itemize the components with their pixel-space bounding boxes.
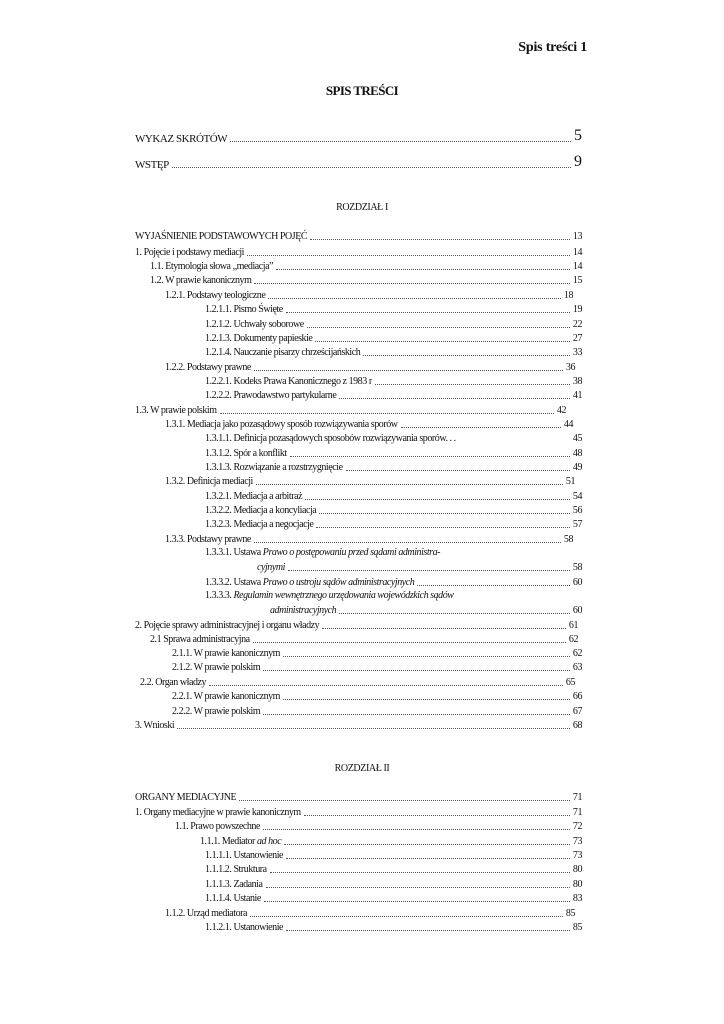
leader-dots [209, 685, 563, 686]
leader-dots [264, 901, 570, 902]
toc-entry[interactable] [172, 690, 582, 703]
toc-label: 1. Organy mediacyjne w prawie kanonicznym [135, 807, 301, 818]
toc-label [205, 577, 414, 589]
toc-entry[interactable] [200, 835, 582, 848]
toc-label: administracyjnych [270, 605, 337, 616]
toc-page: 49 [572, 462, 582, 473]
toc-page: 36 [565, 362, 575, 373]
toc-page: 51 [565, 476, 575, 487]
leader-dots [256, 484, 563, 485]
toc-entry[interactable] [172, 661, 582, 674]
leader-dots [310, 239, 570, 240]
toc-label: 1.1.1.2. Struktura [205, 864, 267, 875]
leader-dots [417, 585, 570, 586]
toc-page: 45 [572, 433, 582, 444]
toc-page: 13 [572, 231, 582, 242]
leader-dots [307, 327, 570, 328]
toc-entry-line1[interactable] [205, 547, 440, 559]
toc-page: 22 [572, 319, 582, 330]
toc-title: Regulamin wewnętrznego urzędowania wojewódzkich sądów [233, 590, 454, 601]
toc-label: 1.3.1.2. Spór a konflikt [205, 448, 287, 459]
toc-entry[interactable] [135, 791, 582, 804]
toc-label: 3. Wnioski [135, 720, 175, 731]
toc-label: 1.1.2. Urząd mediatora [165, 908, 248, 919]
toc-entry[interactable] [205, 921, 582, 934]
leader-dots [270, 872, 570, 873]
toc-page: 85 [565, 908, 575, 919]
toc-label: 1.2.2.2. Prawodawstwo partykularne [205, 390, 337, 401]
toc-page: 9 [574, 153, 582, 170]
toc-label: 1.1.1.1. Ustanowienie [205, 850, 284, 861]
toc-label: 2.1.2. W prawie polskim [172, 662, 261, 673]
toc-label: 2. Pojęcie sprawy administracyjnej i organu władzy [135, 620, 320, 631]
toc-label: 1.3.1.3. Rozwiązanie a rozstrzygnięcie [205, 462, 343, 473]
leader-dots [401, 427, 561, 428]
toc-entry[interactable] [135, 806, 582, 819]
toc-page: 44 [563, 419, 573, 430]
toc-entry[interactable] [205, 375, 582, 388]
toc-page: 14 [572, 247, 582, 258]
toc-page: 48 [572, 448, 582, 459]
toc-entry[interactable] [205, 318, 582, 331]
toc-label [200, 836, 281, 848]
toc-page: 58 [572, 562, 582, 573]
toc-entry[interactable] [205, 447, 582, 460]
toc-label: 2.2.2. W prawie polskim [172, 706, 261, 717]
toc-page: 72 [572, 821, 582, 832]
toc-page: 62 [568, 634, 578, 645]
toc-page: 63 [572, 662, 582, 673]
toc-entry[interactable] [140, 676, 575, 689]
toc-label: 1.2.1.2. Uchwały soborowe [205, 319, 304, 330]
leader-dots [254, 542, 561, 543]
toc-page: 80 [572, 879, 582, 890]
toc-label: 1.1.1.4. Ustanie [205, 893, 261, 904]
leader-dots [305, 499, 570, 500]
toc-page: 42 [556, 405, 566, 416]
toc-page: 71 [572, 792, 582, 803]
leader-dots [316, 527, 570, 528]
leader-dots [288, 570, 570, 571]
leader-dots [250, 916, 563, 917]
toc-entry[interactable] [172, 647, 582, 660]
toc-entry[interactable] [165, 907, 575, 920]
toc-entry[interactable] [165, 289, 573, 302]
toc-label: cyjnymi [257, 562, 285, 573]
leader-dots [268, 298, 561, 299]
toc-page: 57 [572, 519, 582, 530]
toc-label: 1.3.1.1. Definicja pozasądowych sposobów rozwiązywania sporów. . . [205, 433, 456, 444]
toc-page: 60 [572, 577, 582, 588]
toc-entry[interactable] [205, 332, 582, 345]
toc-label: 1.2.1.4. Nauczanie pisarzy chrześcijańskich [205, 347, 361, 358]
toc-entry[interactable] [205, 346, 582, 359]
toc-label: 1.3.2. Definicja mediacji [165, 476, 253, 487]
toc-label: 1.3.1. Mediacja jako pozasądowy sposób rozwiązywania sporów [165, 419, 398, 430]
toc-label: 2.1.1. W prawie kanonicznym [172, 648, 281, 659]
toc-entry[interactable] [150, 260, 582, 273]
toc-page: 62 [572, 648, 582, 659]
leader-dots [319, 513, 570, 514]
toc-label: 1.2.1.1. Pismo Święte [205, 304, 283, 315]
toc-page: 67 [572, 706, 582, 717]
leader-dots [346, 470, 570, 471]
toc-label: 1.1. Etymologia słowa „mediacja” [150, 261, 274, 272]
toc-title: ad hoc [256, 836, 282, 847]
toc-page: 61 [568, 620, 578, 631]
toc-page: 60 [572, 605, 582, 616]
toc-entry[interactable] [135, 127, 582, 145]
toc-label: 2.2.1. W prawie kanonicznym [172, 691, 281, 702]
leader-dots [322, 628, 566, 629]
chapter-heading: ROZDZIAŁ II [334, 763, 390, 774]
leader-dots [220, 413, 554, 414]
toc-entry[interactable] [165, 361, 575, 374]
toc-label: 1.1.1.3. Zadania [205, 879, 263, 890]
leader-dots [283, 699, 570, 700]
toc-label: 1. Pojęcie i podstawy mediacji [135, 247, 244, 258]
leader-dots [290, 456, 570, 457]
toc-entry[interactable] [205, 863, 582, 876]
toc-entry[interactable] [205, 849, 582, 862]
toc-label: 1.3.2.1. Mediacja a arbitraż [205, 491, 303, 502]
toc-entry[interactable] [205, 389, 582, 402]
toc-page: 14 [572, 261, 582, 272]
toc-page: 68 [572, 720, 582, 731]
leader-dots [172, 167, 571, 168]
leader-dots [263, 670, 570, 671]
toc-page: 58 [563, 534, 573, 545]
toc-page: 66 [572, 691, 582, 702]
running-header: Spis treści 1 [518, 40, 587, 55]
toc-label: 1.2.1.3. Dokumenty papieskie [205, 333, 313, 344]
toc-entry[interactable] [172, 705, 582, 718]
toc-label: 1.2.2.1. Kodeks Prawa Kanonicznego z 1983 r [205, 376, 372, 387]
toc-label: 1.3. W prawie polskim [135, 405, 217, 416]
toc-page: 71 [572, 807, 582, 818]
toc-number: 1.1.1. Mediator [200, 836, 257, 847]
toc-entry[interactable] [135, 230, 582, 243]
leader-dots [284, 844, 570, 845]
toc-page: 85 [572, 922, 582, 933]
toc-label: 1.3.3. Podstawy prawne [165, 534, 251, 545]
toc-entry[interactable] [135, 404, 566, 417]
leader-dots [283, 656, 570, 657]
toc-entry[interactable] [150, 274, 582, 287]
leader-dots [254, 370, 563, 371]
toc-title: Prawo o postępowaniu przed sądami administra- [262, 547, 441, 558]
toc-entry[interactable] [205, 518, 582, 531]
toc-entry[interactable] [135, 153, 582, 171]
toc-label: 2.1 Sprawa administracyjna [150, 634, 250, 645]
toc-page: 19 [572, 304, 582, 315]
toc-page: 27 [572, 333, 582, 344]
toc-label: 1.2.1. Podstawy teologiczne [165, 290, 266, 301]
toc-entry[interactable] [205, 303, 582, 316]
toc-number: 1.3.3.1. Ustawa [205, 547, 263, 558]
leader-dots [247, 255, 570, 256]
toc-page: 54 [572, 491, 582, 502]
toc-page: 18 [563, 290, 573, 301]
toc-page: 38 [572, 376, 582, 387]
toc-entry[interactable] [175, 820, 582, 833]
toc-entry[interactable] [135, 719, 582, 732]
leader-dots [286, 312, 570, 313]
toc-number: 1.3.3.3. [205, 590, 234, 601]
toc-number: 1.3.3.2. Ustawa [205, 577, 263, 588]
toc-page: 15 [572, 275, 582, 286]
toc-label: WYJAŚNIENIE PODSTAWOWYCH POJĘĆ [135, 231, 308, 242]
leader-dots [363, 355, 570, 356]
leader-dots [375, 384, 570, 385]
leader-dots [253, 642, 566, 643]
toc-page: 41 [572, 390, 582, 401]
toc-label: ORGANY MEDIACYJNE [135, 792, 237, 803]
leader-dots [339, 613, 570, 614]
page-title: SPIS TREŚCI [325, 83, 399, 98]
toc-label: 1.2. W prawie kanonicznym [150, 275, 252, 286]
leader-dots [304, 815, 570, 816]
toc-page: 73 [572, 836, 582, 847]
toc-page: 65 [565, 677, 575, 688]
toc-entry[interactable] [135, 246, 582, 259]
toc-entry[interactable] [205, 892, 582, 905]
toc-entry[interactable] [205, 878, 582, 891]
toc-entry[interactable] [205, 461, 582, 474]
toc-entry[interactable] [257, 561, 582, 574]
leader-dots [276, 269, 570, 270]
toc-label: 1.1. Prawo powszechne [175, 821, 260, 832]
leader-dots [266, 887, 570, 888]
toc-entry[interactable] [150, 633, 578, 646]
toc-entry[interactable] [205, 504, 582, 517]
toc-title: Prawo o ustroju sądów administracyjnych [262, 577, 415, 588]
leader-dots [230, 141, 571, 142]
leader-dots [315, 341, 570, 342]
toc-entry[interactable] [165, 418, 573, 431]
toc-page: 56 [572, 505, 582, 516]
chapter-heading: ROZDZIAŁ I [336, 202, 388, 213]
leader-dots [177, 728, 570, 729]
leader-dots [286, 858, 570, 859]
toc-label: 1.3.2.2. Mediacja a koncyliacja [205, 505, 317, 516]
leader-dots [263, 714, 570, 715]
toc-entry[interactable] [135, 619, 578, 632]
toc-page: 73 [572, 850, 582, 861]
toc-entry[interactable] [205, 432, 582, 445]
leader-dots [254, 283, 569, 284]
toc-entry[interactable] [205, 576, 582, 589]
leader-dots [263, 829, 570, 830]
toc-entry[interactable] [270, 604, 582, 617]
toc-label: 2.2. Organ władzy [140, 677, 207, 688]
toc-label: 1.2.2. Podstawy prawne [165, 362, 251, 373]
toc-page: 83 [572, 893, 582, 904]
leader-dots [286, 930, 570, 931]
toc-label: 1.3.2.3. Mediacja a negocjacje [205, 519, 314, 530]
toc-entry[interactable] [165, 475, 575, 488]
toc-page: 33 [572, 347, 582, 358]
toc-page: 80 [572, 864, 582, 875]
toc-page: 5 [574, 127, 582, 144]
toc-entry[interactable] [205, 490, 582, 503]
toc-label: 1.1.2.1. Ustanowienie [205, 922, 284, 933]
toc-entry[interactable] [165, 533, 573, 546]
leader-dots [339, 398, 570, 399]
leader-dots [239, 800, 570, 801]
toc-label: WSTĘP [135, 159, 169, 171]
toc-label: WYKAZ SKRÓTÓW [135, 133, 228, 145]
toc-entry-line1[interactable] [205, 590, 453, 602]
